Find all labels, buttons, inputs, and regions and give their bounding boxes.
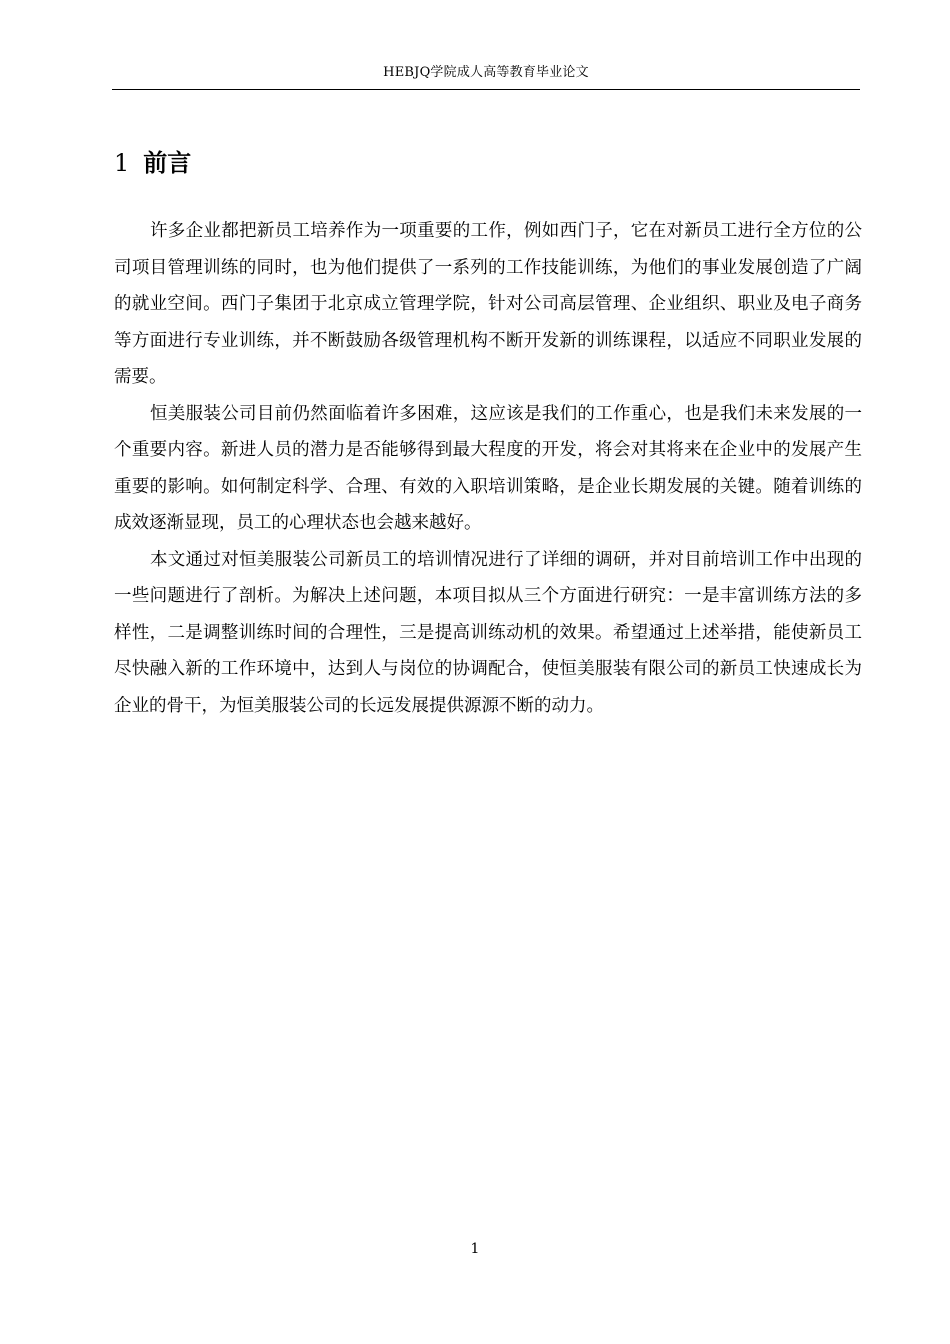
section-title: 前言 [143,148,192,177]
paragraph: 许多企业都把新员工培养作为一项重要的工作，例如西门子，它在对新员工进行全方位的公司项目管理训练的同时，也为他们提供了一系列的工作技能训练，为他们的事业发展创造了广阔的就业空间。西门子集团于北京成立管理学院，针对公司高层管理、企业组织、职业及电子商务等方面进行专业训练，并不断鼓励各级管理机构不断开发新的训练课程，以适应不同职业发展的需要。 [114,221,862,387]
section-number: 1 [114,149,130,177]
paragraph: 恒美服装公司目前仍然面临着许多困难，这应该是我们的工作重心，也是我们未来发展的一个重要内容。新进人员的潜力是否能够得到最大程度的开发，将会对其将来在企业中的发展产生重要的影响。如何制定科学、合理、有效的入职培训策略，是企业长期发展的关键。随着训练的成效逐渐显现，员工的心理状态也会越来越好。 [114,403,862,533]
body-text [114,213,862,724]
header-divider [112,89,860,90]
paragraph: 本文通过对恒美服装公司新员工的培训情况进行了详细的调研，并对目前培训工作中出现的一些问题进行了剖析。为解决上述问题，本项目拟从三个方面进行研究：一是丰富训练方法的多样性，二是调整训练时间的合理性，三是提高训练动机的效果。希望通过上述举措，能使新员工尽快融入新的工作环境中，达到人与岗位的协调配合，使恒美服装有限公司的新员工快速成长为企业的骨干，为恒美服装公司的长远发展提供源源不断的动力。 [114,549,862,716]
running-header: HEBJQ学院成人高等教育毕业论文 [383,65,589,80]
section-heading [114,146,191,180]
page-number: 1 [470,1241,480,1257]
